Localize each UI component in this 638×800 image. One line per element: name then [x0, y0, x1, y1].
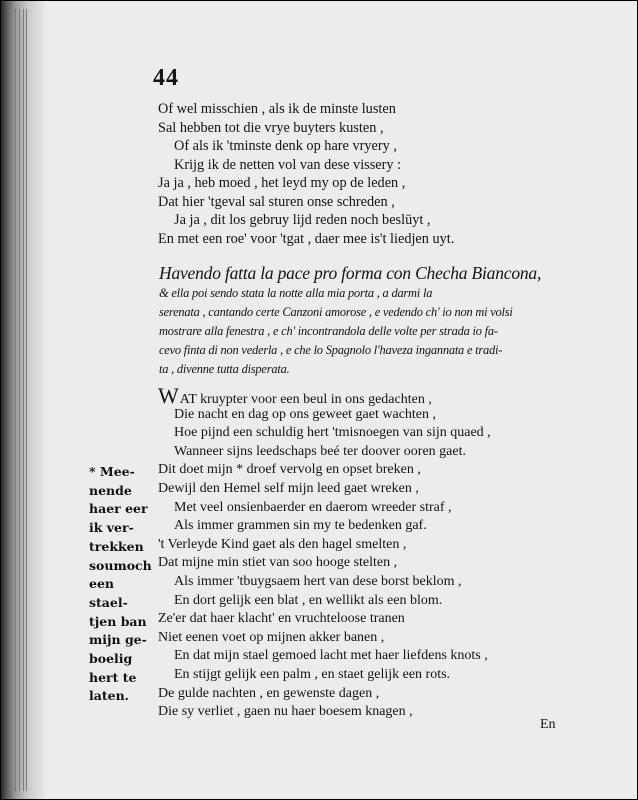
stanza-2-line: En dort gelijk een blat , en wellikt als een blom.: [174, 592, 443, 608]
italic-body-line: mostrare alla fenestra , e ch' incontrandola delle volte per strada io fa-: [159, 324, 498, 338]
margin-note-line: soumoch: [89, 557, 152, 573]
stanza-1-line: En met een roe' voor 'tgat , daer mee is't liedjen uyt.: [158, 230, 455, 247]
italic-body-line: ta , divenne tutta disperata.: [159, 362, 290, 376]
margin-note-line: laten.: [89, 688, 130, 704]
page-number: 44: [153, 65, 179, 91]
margin-note-line: nende: [89, 482, 132, 498]
stanza-1-line: Ja ja , dit los gebruy lijd reden noch beslūyt ,: [174, 212, 431, 228]
italic-body-line: serenata , cantando certe Canzoni amorose , e vedendo ch' io non mi volsi: [159, 305, 513, 319]
stanza-2-line: Als immer 'tbuygsaem hert van dese borst beklom ,: [174, 573, 462, 589]
italic-heading: Havendo fatta la pace pro forma con Checha Biancona,: [159, 263, 542, 283]
stanza-1-line: Dat hier 'tgeval sal sturen onse schreden ,: [158, 193, 395, 210]
stanza-2-line: [158, 383, 558, 408]
stanza-2-line: Als immer grammen sin my te bedenken gaf.: [174, 518, 427, 534]
margin-note-line: tjen ban: [89, 613, 147, 629]
stanza-1-line: Of als ik 'tminste denk op hare vryery ,: [174, 138, 397, 154]
stanza-2-line: Dit doet mijn * droef vervolg en opset breken ,: [158, 462, 421, 478]
stanza-2-line: En dat mijn stael gemoed lacht met haer liefdens knots ,: [174, 648, 488, 664]
stanza-2-line: Ze'er dat haer klacht' en vruchteloose tranen: [158, 611, 405, 627]
catchword: En: [540, 717, 556, 732]
margin-note-line: mijn ge-: [89, 632, 147, 648]
stanza-2-line: De gulde nachten , en gewenste dagen ,: [158, 685, 380, 701]
stanza-2-line: Dat mijne min stiet van soo hooge stelten ,: [158, 555, 398, 571]
margin-note-line: een stael-: [89, 576, 128, 610]
stanza-2-line: Die sy verliet , gaen nu haer boesem knagen ,: [158, 704, 413, 720]
italic-body: [159, 284, 569, 379]
stanza-2-line: Hoe pijnd een schuldig hert 'tmisnoegen van sijn quaed ,: [174, 425, 491, 441]
stanza-1-line: Ja ja , heb moed , het leyd my op de leden ,: [158, 175, 406, 191]
italic-body-line: cevo finta di non vederla , e che lo Spagnolo l'haveza ingannata e tradi-: [159, 343, 503, 357]
stanza-1-line: Krijg ik de netten vol van dese vissery :: [174, 156, 402, 173]
stanza-2-line: Met veel onsienbaerder en daerom wreeder straf ,: [174, 499, 452, 515]
margin-note-line: * Mee-: [89, 464, 135, 479]
stanza-2-line: Dewijl den Hemel self mijn leed gaet wreken ,: [158, 480, 419, 496]
drop-cap-line-text: AT kruypter voor een beul in ons gedachten ,: [179, 392, 432, 407]
stanza-2: [158, 383, 558, 722]
stanza-2-line: En stijgt gelijk een palm , en staet gelijk een rots.: [174, 666, 451, 682]
margin-note-line: boelig: [89, 651, 133, 667]
stanza-2-line: 't Verleyde Kind gaet als den hagel smelten ,: [158, 536, 407, 552]
stanza-1: [158, 100, 538, 248]
margin-note-line: ik ver-: [89, 520, 134, 536]
stanza-2-line: Wanneer sijns leedschaps beé ter doover ooren gaet.: [174, 443, 466, 459]
margin-note: [89, 463, 155, 706]
drop-cap: W: [158, 383, 180, 408]
book-spine: [1, 1, 45, 799]
margin-note-line: trekken: [89, 538, 144, 554]
stanza-1-line: Of wel misschien , als ik de minste lusten: [158, 101, 396, 117]
margin-note-line: hert te: [89, 669, 137, 685]
stanza-2-line: Niet eenen voet op mijnen akker banen ,: [158, 629, 385, 645]
stanza-2-line: Die nacht en dag op ons geweet gaet wachten ,: [174, 406, 437, 422]
prose-heading-block: [159, 263, 569, 379]
stanza-1-line: Sal hebben tot die vrye buyters kusten ,: [158, 119, 384, 136]
italic-body-line: & ella poi sendo stata la notte alla mia porta , a darmi la: [159, 286, 433, 300]
margin-note-line: haer eer: [89, 501, 148, 517]
